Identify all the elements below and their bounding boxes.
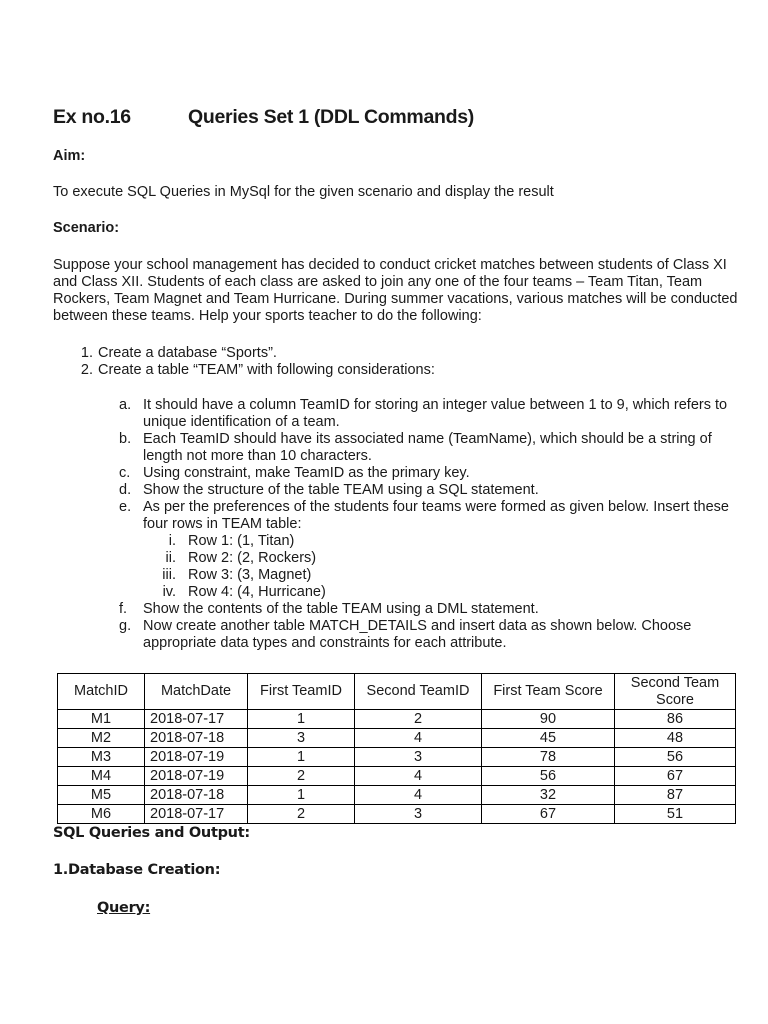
column-header: Second TeamID: [355, 674, 482, 710]
list-text: Row 4: (4, Hurricane): [188, 584, 326, 600]
column-header: First TeamID: [248, 674, 355, 710]
table-cell: 2: [355, 710, 482, 729]
table-cell: 32: [482, 786, 615, 805]
table-row: [58, 729, 736, 748]
table-cell: 67: [615, 767, 736, 786]
table-cell: 2018-07-17: [145, 805, 248, 824]
subtask-list: [53, 397, 743, 652]
scenario-text: Suppose your school management has decided to conduct cricket matches between students of Class XI and Class XII. Students of each class are asked to join any one of the four teams – Team Titan, Team Rockers, Team Magnet and Team Hurricane. During summer vacations, various matches will be conducted between these teams. Help your sports teacher to do the following:: [53, 257, 738, 324]
list-text: Row 3: (3, Magnet): [188, 567, 312, 583]
list-item: [53, 465, 743, 482]
list-text: Create a database “Sports”.: [98, 345, 277, 361]
table-cell: 51: [615, 805, 736, 824]
task-list: [53, 345, 733, 379]
list-item: [53, 431, 743, 465]
table-cell: M1: [58, 710, 145, 729]
table-cell: 45: [482, 729, 615, 748]
table-cell: 2018-07-18: [145, 786, 248, 805]
list-text: Show the structure of the table TEAM using a SQL statement.: [143, 482, 539, 498]
table-cell: 3: [248, 729, 355, 748]
list-item: [53, 345, 733, 362]
table-cell: 87: [615, 786, 736, 805]
table-row: [58, 710, 736, 729]
table-cell: 56: [615, 748, 736, 767]
list-item: [53, 362, 733, 379]
table-cell: 1: [248, 710, 355, 729]
list-roman: iv.: [162, 584, 176, 600]
table-cell: 4: [355, 729, 482, 748]
query-label: Query:: [97, 900, 151, 916]
list-item: [53, 499, 743, 601]
table-cell: 2018-07-18: [145, 729, 248, 748]
table-cell: 2: [248, 767, 355, 786]
column-header: Second Team Score: [615, 674, 736, 710]
table-cell: 2018-07-19: [145, 767, 248, 786]
list-number: 2.: [80, 362, 93, 378]
table-row: [58, 786, 736, 805]
list-item: [143, 550, 743, 567]
list-text: Create a table “TEAM” with following considerations:: [98, 362, 435, 378]
table-cell: 1: [248, 748, 355, 767]
list-roman: ii.: [165, 550, 176, 566]
table-cell: 2018-07-19: [145, 748, 248, 767]
scenario-heading: Scenario:: [53, 220, 120, 236]
section-heading-database-creation: 1.Database Creation:: [53, 862, 221, 878]
list-item: [53, 482, 743, 499]
table-cell: 2018-07-17: [145, 710, 248, 729]
list-letter: d.: [119, 482, 132, 498]
table-cell: M4: [58, 767, 145, 786]
team-rows-list: [143, 533, 743, 601]
list-letter: e.: [119, 499, 132, 515]
table-cell: M6: [58, 805, 145, 824]
list-item: [143, 567, 743, 584]
aim-heading: Aim:: [53, 148, 86, 164]
column-header: First Team Score: [482, 674, 615, 710]
list-text: Show the contents of the table TEAM using a DML statement.: [143, 601, 539, 617]
table-cell: 56: [482, 767, 615, 786]
list-text: Row 1: (1, Titan): [188, 533, 295, 549]
list-text: Now create another table MATCH_DETAILS and insert data as shown below. Choose appropriate data types and constraints for each attribute.: [143, 618, 692, 651]
table-cell: M3: [58, 748, 145, 767]
table-row: [58, 805, 736, 824]
list-item: [53, 397, 743, 431]
column-header: MatchDate: [145, 674, 248, 710]
list-item: [53, 618, 743, 652]
exercise-title: [53, 106, 474, 129]
exercise-number: Ex no.16: [53, 106, 131, 128]
table-cell: 90: [482, 710, 615, 729]
list-letter: g.: [119, 618, 132, 634]
table-cell: 86: [615, 710, 736, 729]
match-details-table: [57, 673, 736, 824]
table-cell: 2: [248, 805, 355, 824]
list-text: Row 2: (2, Rockers): [188, 550, 317, 566]
list-text: Using constraint, make TeamID as the primary key.: [143, 465, 470, 481]
table-row: [58, 748, 736, 767]
table-cell: 3: [355, 805, 482, 824]
table-cell: M2: [58, 729, 145, 748]
list-roman: i.: [168, 533, 176, 549]
list-text: It should have a column TeamID for storing an integer value between 1 to 9, which refers to unique identification of a team.: [143, 397, 728, 430]
table-cell: 1: [248, 786, 355, 805]
table-cell: 4: [355, 767, 482, 786]
table-cell: 4: [355, 786, 482, 805]
list-text: Each TeamID should have its associated name (TeamName), which should be a string of length not more than 10 characters.: [143, 431, 712, 464]
exercise-name: Queries Set 1 (DDL Commands): [188, 106, 474, 128]
list-letter: a.: [119, 397, 132, 413]
table-cell: M5: [58, 786, 145, 805]
list-letter: b.: [119, 431, 132, 447]
output-heading: SQL Queries and Output:: [53, 825, 250, 841]
table-cell: 3: [355, 748, 482, 767]
table-cell: 78: [482, 748, 615, 767]
list-item: [143, 584, 743, 601]
list-letter: c.: [119, 465, 131, 481]
table-row: [58, 767, 736, 786]
aim-text: To execute SQL Queries in MySql for the given scenario and display the result: [53, 184, 554, 200]
column-header: MatchID: [58, 674, 145, 710]
table-header-row: [58, 674, 736, 710]
list-item: [53, 601, 743, 618]
table-cell: 67: [482, 805, 615, 824]
table-cell: 48: [615, 729, 736, 748]
list-number: 1.: [80, 345, 93, 361]
list-letter: f.: [119, 601, 128, 617]
list-roman: iii.: [162, 567, 176, 583]
list-text: As per the preferences of the students four teams were formed as given below. Insert these four rows in TEAM table:: [143, 499, 729, 532]
list-item: [143, 533, 743, 550]
